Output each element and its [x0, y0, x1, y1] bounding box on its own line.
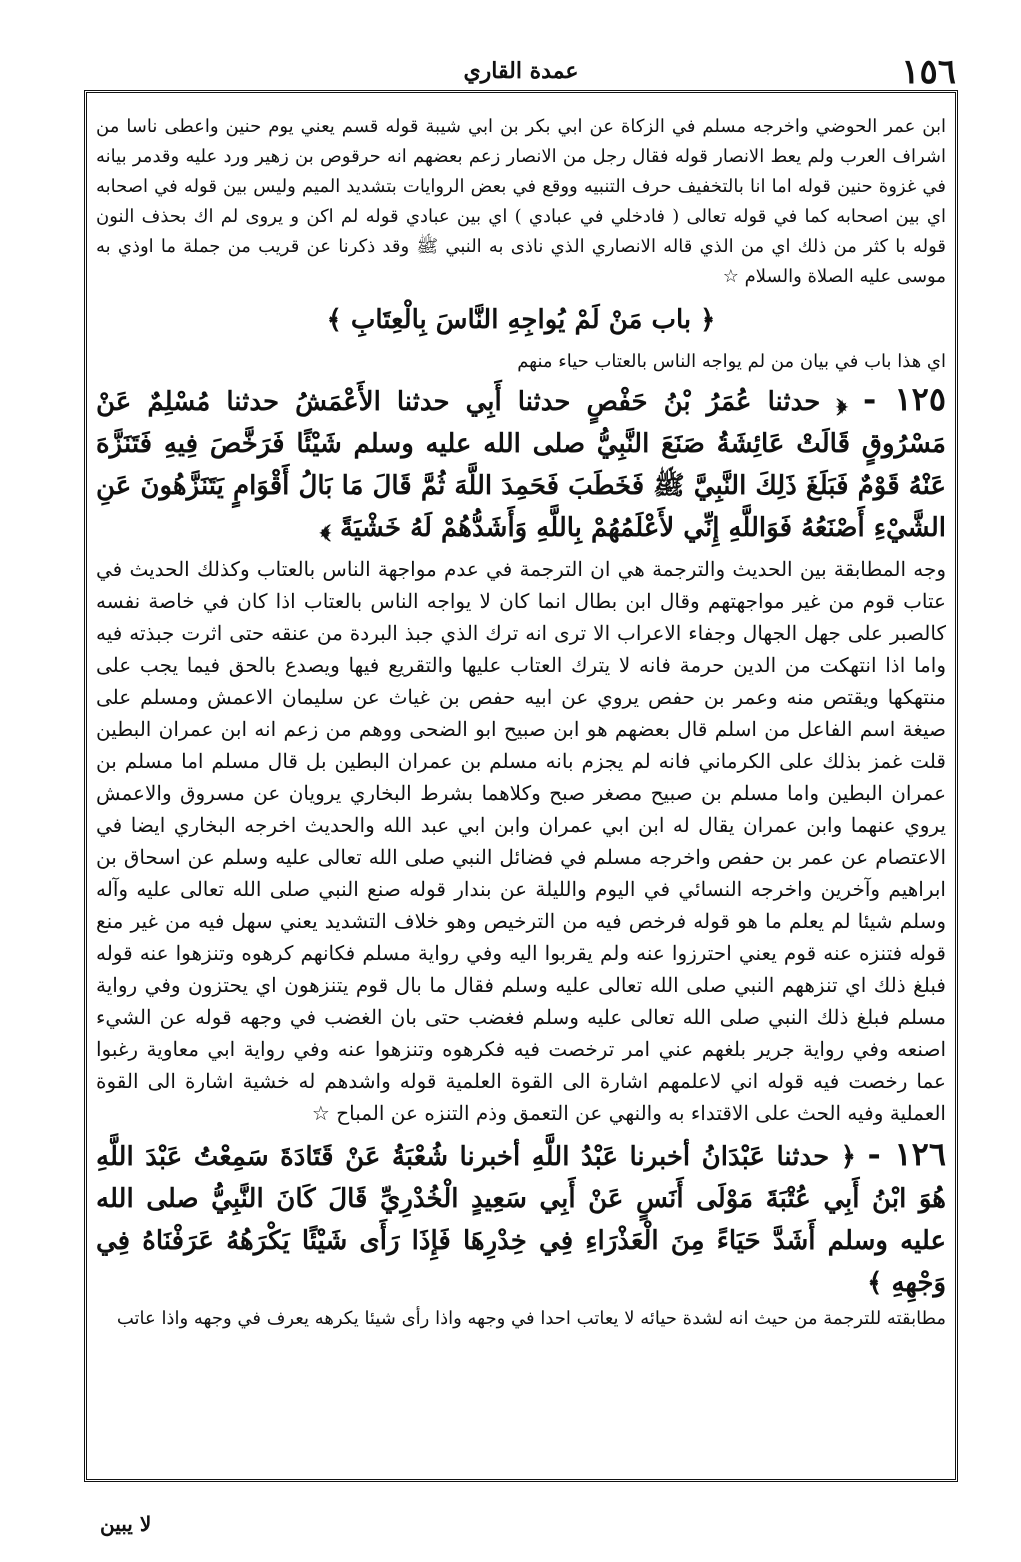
chapter-heading: ﴿ باب مَنْ لَمْ يُواجِهِ النَّاسَ بِالْعِتَابِ ﴾: [326, 305, 716, 335]
commentary-125: وجه المطابقة بين الحديث والترجمة هي ان الترجمة في عدم مواجهة الناس بالعتاب وكذلك الحديث في عتاب قوم من غير مواجهتهم وقال ابن بطال انما كان لا يواجه الناس بالعتاب اذا كان في خاصة نفسه كالصبر على جهل الجهال وجفاء الاعراب الا ترى انه ترك الذي جبذ البردة من عنقه حتى اثرت جبذته فيه واما اذا انتهكت من الدين حرمة فانه لا يترك العتاب عليها والتقريع فيها ويصدع بالحق فيما يجب على منتهكها ويقتص منه وعمر بن حفص يروي عن ابيه حفص بن غياث عن سليمان الاعمش ومسلم على صيغة اسم الفاعل من اسلم قال بعضهم هو ابن صبيح ابو الضحى ووهم من زعم انه ابن عمران البطين قلت غمز بذلك على الكرماني فانه لم يجزم بانه مسلم بن عمران البطين بل قال مسلم اما مسلم بن عمران البطين واما مسلم بن صبيح مصغر صبح وكلاهما بشرط البخاري يرويان عن مسروق والاعمش يروي عنهما وابن عمران يقال له ابن ابي عمران وابن ابي عبد الله والحديث اخرجه البخاري ايضا في الاعتصام عن عمر بن حفص واخرجه مسلم في فضائل النبي صلى الله تعالى عليه وسلم عن اسحاق بن ابراهيم وآخرين واخرجه النسائي في اليوم والليلة عن بندار قوله صنع النبي صلى الله تعالى عليه وآله وسلم شيئا لم يعلم ما هو قوله فرخص فيه من الترخيص وهو خلاف التشديد يعني سهل فيه من غير منع قوله فتنزه عنه قوم يعني احترزوا عنه ولم يقربوا اليه وفي رواية مسلم فكانهم كرهوه وتنزهوا عنه قوله فبلغ ذلك اي تنزههم النبي صلى الله تعالى عليه وسلم فقال ما بال قوم يتنزهون اي يحتزون وفي رواية مسلم فبلغ ذلك النبي صلى الله تعالى عليه وسلم فغضب حتى بان الغضب في وجهه قوله عن الشيء اصنعه وفي رواية جرير بلغهم عني امر ترخصت فيه فكرهوه وتنزهوا عنه وفي رواية ابي معاوية رغبوا عما رخصت فيه قوله اني لاعلمهم اشارة الى القوة العلمية قوله واشدهم له خشية اشارة الى القوة العملية وفيه الحث على الاقتداء به والنهي عن التعمق وذم التنزه عن المباح ☆: [96, 557, 946, 1125]
hadith-126-number: ١٢٦ -: [867, 1135, 946, 1173]
intro-commentary: ابن عمر الحوضي واخرجه مسلم في الزكاة عن ابي بكر بن ابي شيبة قوله قسم يعني يوم حنين واعطى ناسا من اشراف العرب ولم يعط الانصار قوله فقال رجل من الانصار زعم بعضهم انه حرقوص بن زهير ورد عليه وقدمر بيانه في غزوة حنين قوله اما انا بالتخفيف حرف التنبيه ووقع في بعض الروايات بتشديد الميم وليس بين قوله في اصحابه اي بين اصحابه كما في قوله تعالى ( فادخلي في عبادي ) اي بين عبادي قوله لم اكن و يروى لم اك بحذف النون قوله با كثر من ذلك اي من الذي قاله الانصاري الذي ناذى به النبي ﷺ وقد ذكرنا عن قريب من جملة ما اوذي به موسى عليه الصلاة والسلام ☆: [96, 116, 946, 287]
running-title: عمدة القاري: [463, 58, 579, 84]
chapter-note: اي هذا باب في بيان من لم يواجه الناس بالعتاب حياء منهم: [517, 351, 946, 372]
page-number: ١٥٦: [901, 52, 956, 92]
hadith-125-text: ﴿ حدثنا عُمَرُ بْنُ حَفْصٍ حدثنا أَبِي حدثنا الأَعْمَشُ حدثنا مُسْلِمٌ عَنْ مَسْرُوقٍ قَالَتْ عَائِشَةُ صَنَعَ النَّبِيُّ صلى الله عليه وسلم شَيْئًا فَرَخَّصَ فِيهِ فَتَنَزَّهَ عَنْهُ قَوْمٌ فَبَلَغَ ذَلِكَ النَّبِيَّ ﷺ فَخَطَبَ فَحَمِدَ اللَّهَ ثُمَّ قَالَ مَا بَالُ أَقْوَامٍ يَتَنَزَّهُونَ عَنِ الشَّيْءِ أَصْنَعُهُ فَوَاللَّهِ إِنِّي لأَعْلَمُهُمْ بِاللَّهِ وَأَشَدُّهُمْ لَهُ خَشْيَةً ﴾: [96, 387, 946, 543]
commentary-126: مطابقته للترجمة من حيث انه لشدة حيائه لا يعاتب احدا في وجهه واذا رأى شيئا يكرهه يعرف في وجهه واذا عاتب: [116, 1308, 946, 1329]
hadith-126-text: ﴿ حدثنا عَبْدَانُ أخبرنا عَبْدُ اللَّهِ أخبرنا شُعْبَةُ عَنْ قَتَادَةَ سَمِعْتُ عَبْدَ اللَّهِ هُوَ ابْنُ أَبِي عُتْبَةَ مَوْلَى أَنَسٍ عَنْ أَبِي سَعِيدٍ الْخُدْرِيِّ قَالَ كَانَ النَّبِيُّ صلى الله عليه وسلم أَشَدَّ حَيَاءً مِنَ الْعَذْرَاءِ فِي خِدْرِهَا فَإِذَا رَأَى شَيْئًا يَكْرَهُهُ عَرَفْنَاهُ فِي وَجْهِهِ ﴾: [96, 1142, 946, 1298]
hadith-125-number: ١٢٥ -: [863, 380, 946, 418]
hadith-126: [96, 1133, 946, 1304]
catchword: لا يبين: [100, 1512, 152, 1536]
hadith-125: [96, 378, 946, 549]
page-body: [96, 112, 946, 1480]
page-header: [86, 52, 956, 92]
